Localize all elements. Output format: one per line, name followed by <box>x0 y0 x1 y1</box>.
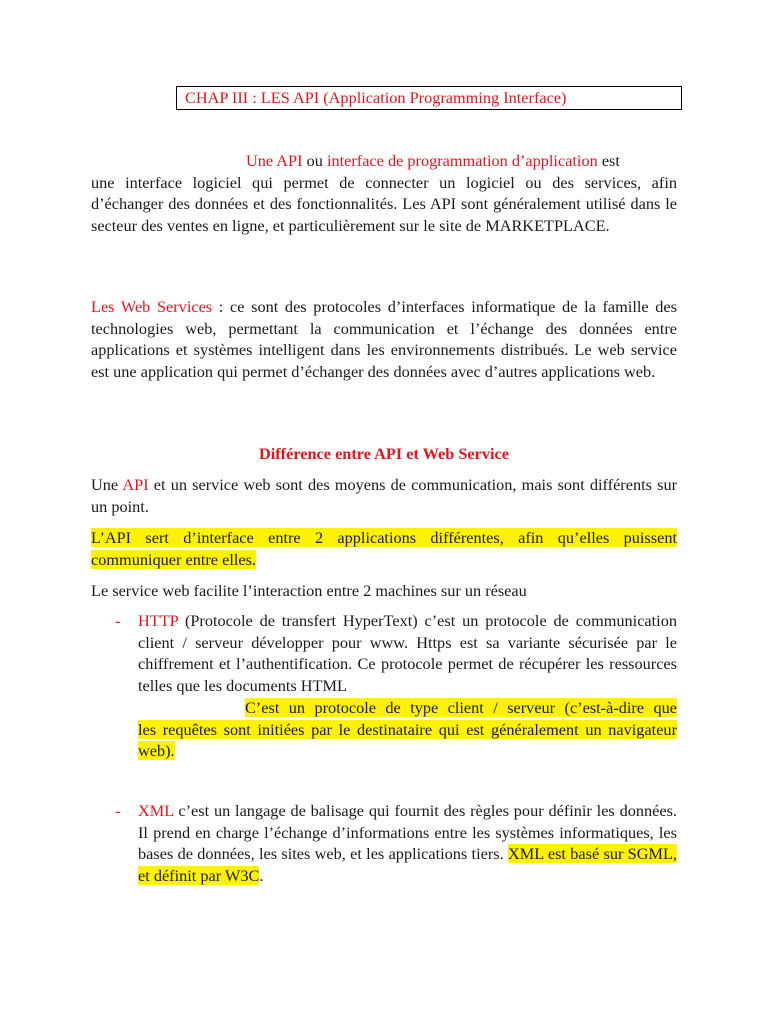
http-term: HTTP <box>138 611 179 630</box>
list-bullet: - <box>115 611 121 630</box>
api-definition-line1: Une API ou interface de programmation d’application est <box>246 151 620 170</box>
comparison-paragraph: Une API et un service web sont des moyens de communication, mais sont différents sur un point. <box>91 475 678 516</box>
api-definition-rest: d’échanger des données et des fonctionnalités. Les API sont généralement utilisé dans le secteur des ventes en ligne, et particulièrement sur le site de MARKETPLACE. <box>91 194 677 236</box>
chapter-title: CHAP III : LES API (Application Programming Interface) <box>176 86 682 110</box>
http-highlight-line1: C’est un protocole de type client / serveur (c’est-à-dire que <box>245 697 677 717</box>
list-item-xml <box>91 800 677 887</box>
xml-term: XML <box>138 801 174 820</box>
api-definition-line2: une interface logiciel qui permet de connecter un logiciel ou des services, afin <box>91 172 677 192</box>
http-highlight-rest: les requêtes sont initiées par le destinataire qui est généralement un navigateur web). <box>138 719 677 761</box>
api-highlight-paragraph <box>91 527 677 570</box>
list-item-http <box>91 610 677 762</box>
http-description: HTTP (Protocole de transfert HyperText) c’est un protocole de communication client / serveur développer pour www. Https est sa variante sécurisée par le chiffrement et l’authentification. Ce protocole permet de récupérer les ressources telles que les documents HTML <box>138 611 677 696</box>
xml-highlight: XML est basé sur SGML, et définit par W3C <box>138 844 677 886</box>
api-term: Une API <box>246 151 303 170</box>
list-bullet: - <box>115 801 121 820</box>
xml-description: XML c’est un langage de balisage qui fournit des règles pour définir les données. Il prend en charge l’échange d’informations entre les systèmes informatiques, les bases de données, les sites web, et les applications tiers. XML est basé sur SGML, et définit par W3C. <box>138 801 677 886</box>
section-heading: Différence entre API et Web Service <box>258 444 509 463</box>
api-highlight: L’API sert d’interface entre 2 applications différentes, afin qu’elles puissent communiquer entre elles. <box>91 528 677 569</box>
web-service-sentence: Le service web facilite l’interaction entre 2 machines sur un réseau <box>91 581 527 600</box>
api-definition-paragraph <box>91 150 677 237</box>
web-services-paragraph: Les Web Services : ce sont des protocoles d’interfaces informatique de la famille des technologies web, permettant la communication et l’échange des données entre applications et systèmes intelligent dans les environnements distribués. Le web service est une application qui permet d’échanger des données avec d’autres applications web. <box>91 297 677 382</box>
api-full-term: interface de programmation d’application <box>326 151 598 170</box>
api-term-inline: API <box>122 475 149 494</box>
web-services-term: Les Web Services <box>91 297 213 316</box>
